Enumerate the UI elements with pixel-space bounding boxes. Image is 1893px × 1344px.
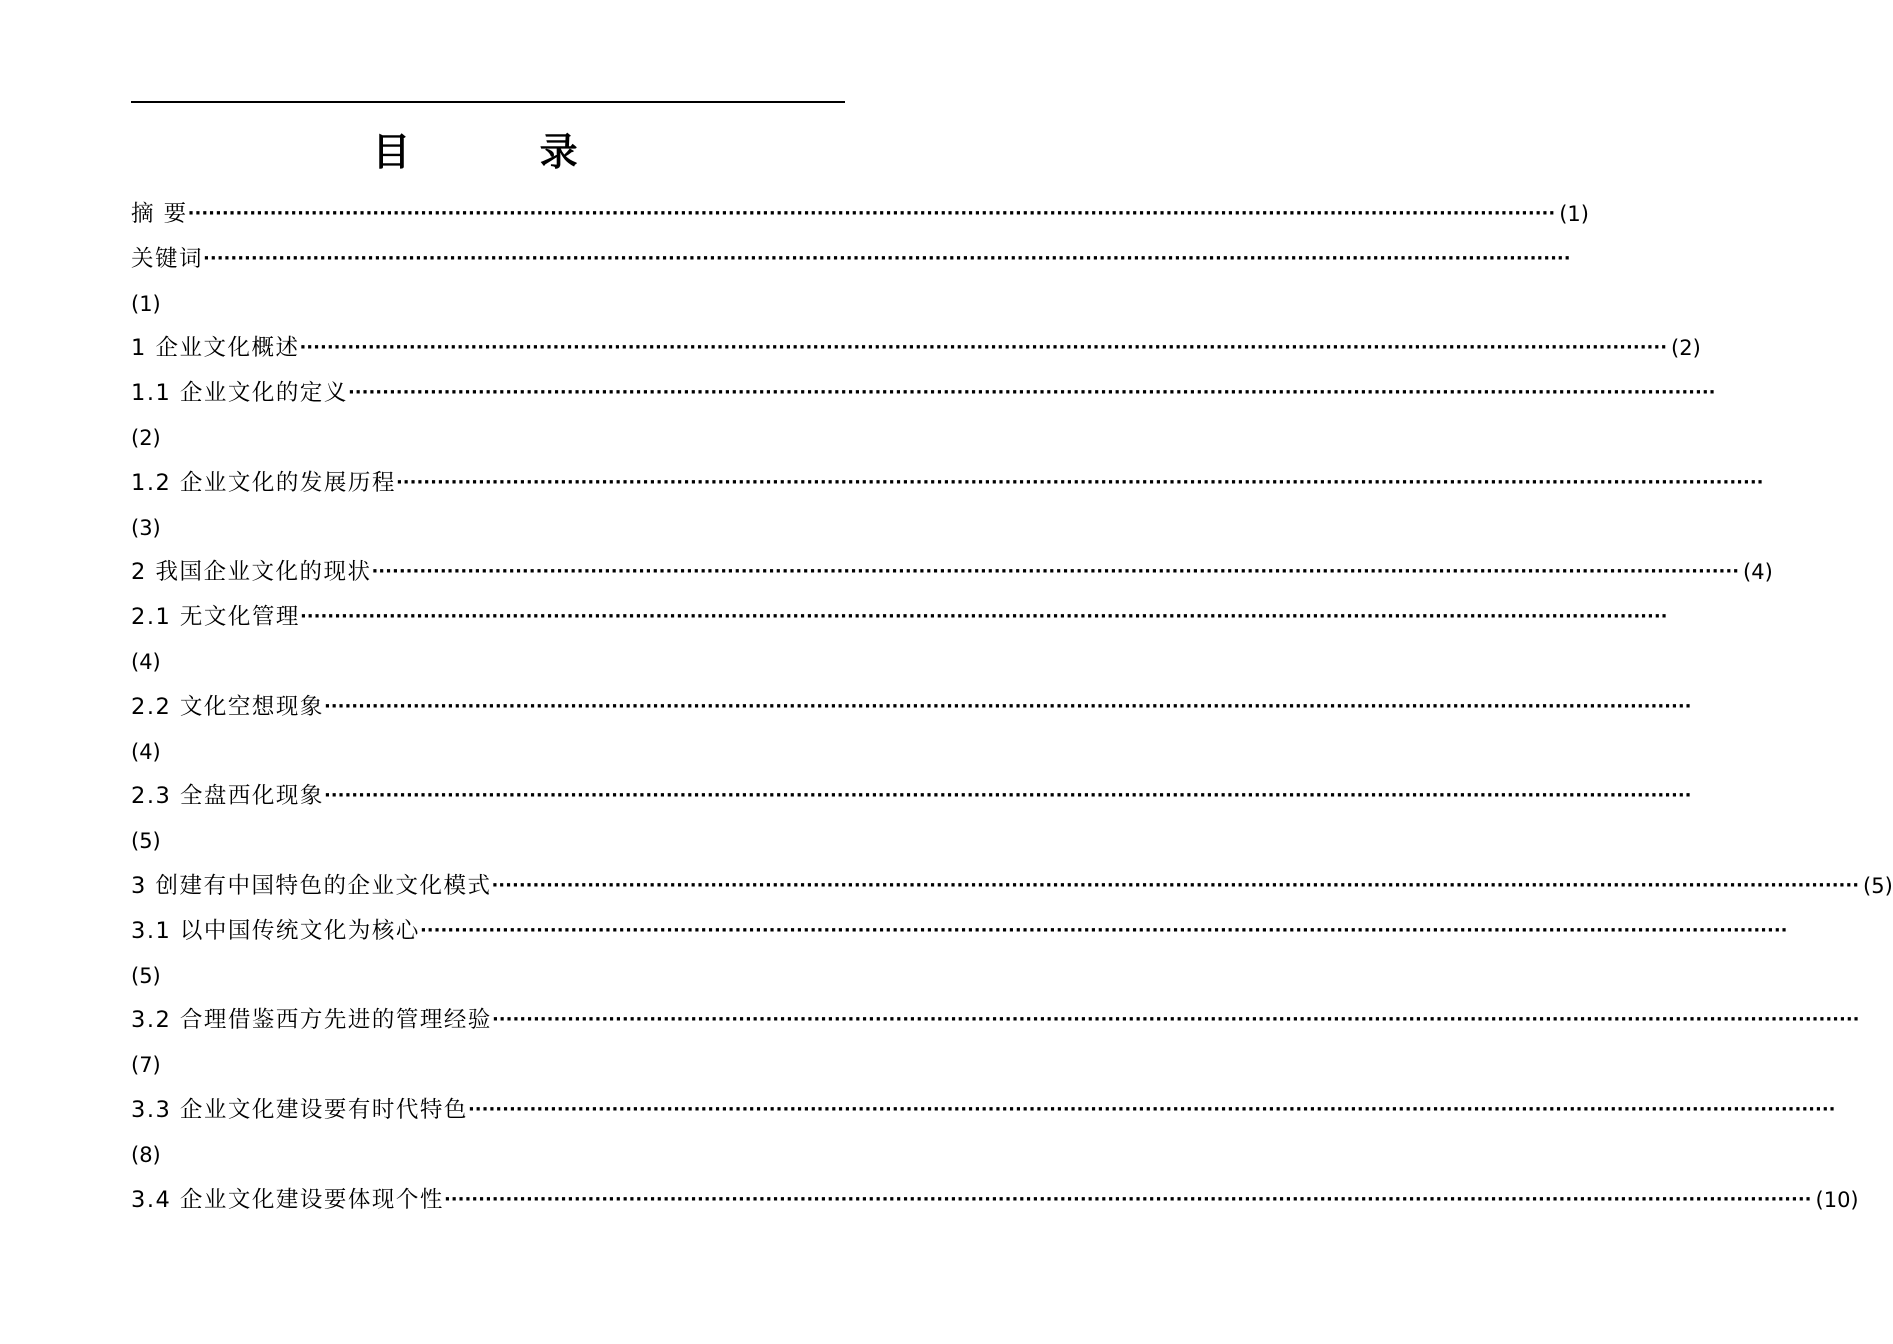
toc-dot-leader: ········································································································································································································ [371,561,1740,583]
toc-entry-page: (4) [131,739,161,764]
toc-entry[interactable] [131,685,1692,730]
toc-entry-page-line [131,1133,845,1178]
toc-dot-leader: ········································································································································································································ [299,337,1668,359]
toc-dot-leader: ········································································································································································································ [419,919,1788,941]
toc-entry-label: 2.1 无文化管理 [131,604,300,631]
toc-entry[interactable] [131,1178,1859,1223]
toc-dot-leader: ········································································································································································································ [347,382,1716,404]
toc-dot-leader: ········································································································································································································ [203,247,1571,269]
toc-entry-page: (7) [131,1053,161,1078]
toc-entry-page-line [131,819,845,864]
toc-entry-page: (1) [131,291,161,316]
toc-entry-page-line [131,1043,845,1088]
toc-entry[interactable] [131,192,1589,237]
toc-dot-leader: ········································································································································································································ [187,203,1556,224]
toc-entry-label: 2.3 全盘西化现象 [131,783,324,810]
toc-entry-page: (4) [131,649,161,674]
toc-entry-page: (5) [1863,873,1893,898]
toc-dot-leader: ········································································································································································································ [443,1188,1812,1210]
toc-dot-leader: ········································································································································································································ [395,471,1764,493]
toc-entry[interactable] [131,774,1692,819]
toc-entry-label: 3.3 企业文化建设要有时代特色 [131,1096,468,1123]
toc-entry-label: 摘 要 [131,201,188,227]
toc-entry-page: (2) [131,425,161,450]
toc-entry-label: 3.4 企业文化建设要体现个性 [131,1186,444,1213]
toc-entry-page: (10) [1815,1187,1859,1212]
toc-dot-leader: ········································································································································································································ [491,1009,1860,1031]
toc-dot-leader: ········································································································································································································ [467,1098,1836,1120]
toc-entry[interactable] [131,371,1716,416]
toc-entry-page-line [131,640,845,685]
toc-entry-page: (8) [131,1142,161,1167]
table-of-contents [131,192,1893,1222]
toc-entry-label: 1.2 企业文化的发展历程 [131,469,396,496]
toc-entry-page-line [131,416,845,461]
toc-entry[interactable] [131,864,1893,909]
toc-entry[interactable] [131,1088,1836,1133]
toc-dot-leader: ········································································································································································································ [323,695,1692,717]
toc-entry[interactable] [131,998,1860,1043]
header-rule [131,101,845,103]
toc-entry-label: 3 创建有中国特色的企业文化模式 [131,872,492,899]
toc-entry-label: 1 企业文化概述 [131,335,300,362]
page-title: 目 录 [372,130,636,174]
toc-entry[interactable] [131,326,1701,371]
toc-entry-page-line [131,954,845,999]
toc-entry-page-line [131,282,845,327]
toc-entry-label: 3.1 以中国传统文化为核心 [131,917,420,944]
toc-dot-leader: ········································································································································································································ [491,874,1860,896]
toc-entry-page: (5) [131,829,161,854]
toc-entry-page: (4) [1743,560,1773,585]
toc-entry-page-line [131,506,845,551]
toc-entry-page: (3) [131,515,161,540]
toc-entry[interactable] [131,550,1773,595]
toc-entry-label: 关键词 [131,245,204,272]
toc-entry-label: 2 我国企业文化的现状 [131,559,372,586]
toc-entry-page: (1) [1559,202,1589,226]
toc-entry-label: 1.1 企业文化的定义 [131,380,348,407]
toc-entry-page-line [131,730,845,775]
toc-entry-label: 3.2 合理借鉴西方先进的管理经验 [131,1007,492,1034]
toc-entry-label: 2.2 文化空想现象 [131,693,324,720]
toc-entry-page: (5) [131,963,161,988]
toc-dot-leader: ········································································································································································································ [299,606,1668,628]
toc-entry[interactable] [131,909,1788,954]
toc-entry[interactable] [131,237,1571,282]
toc-entry[interactable] [131,461,1764,506]
toc-entry[interactable] [131,595,1668,640]
toc-entry-page: (2) [1671,336,1701,361]
toc-dot-leader: ········································································································································································································ [323,785,1692,807]
